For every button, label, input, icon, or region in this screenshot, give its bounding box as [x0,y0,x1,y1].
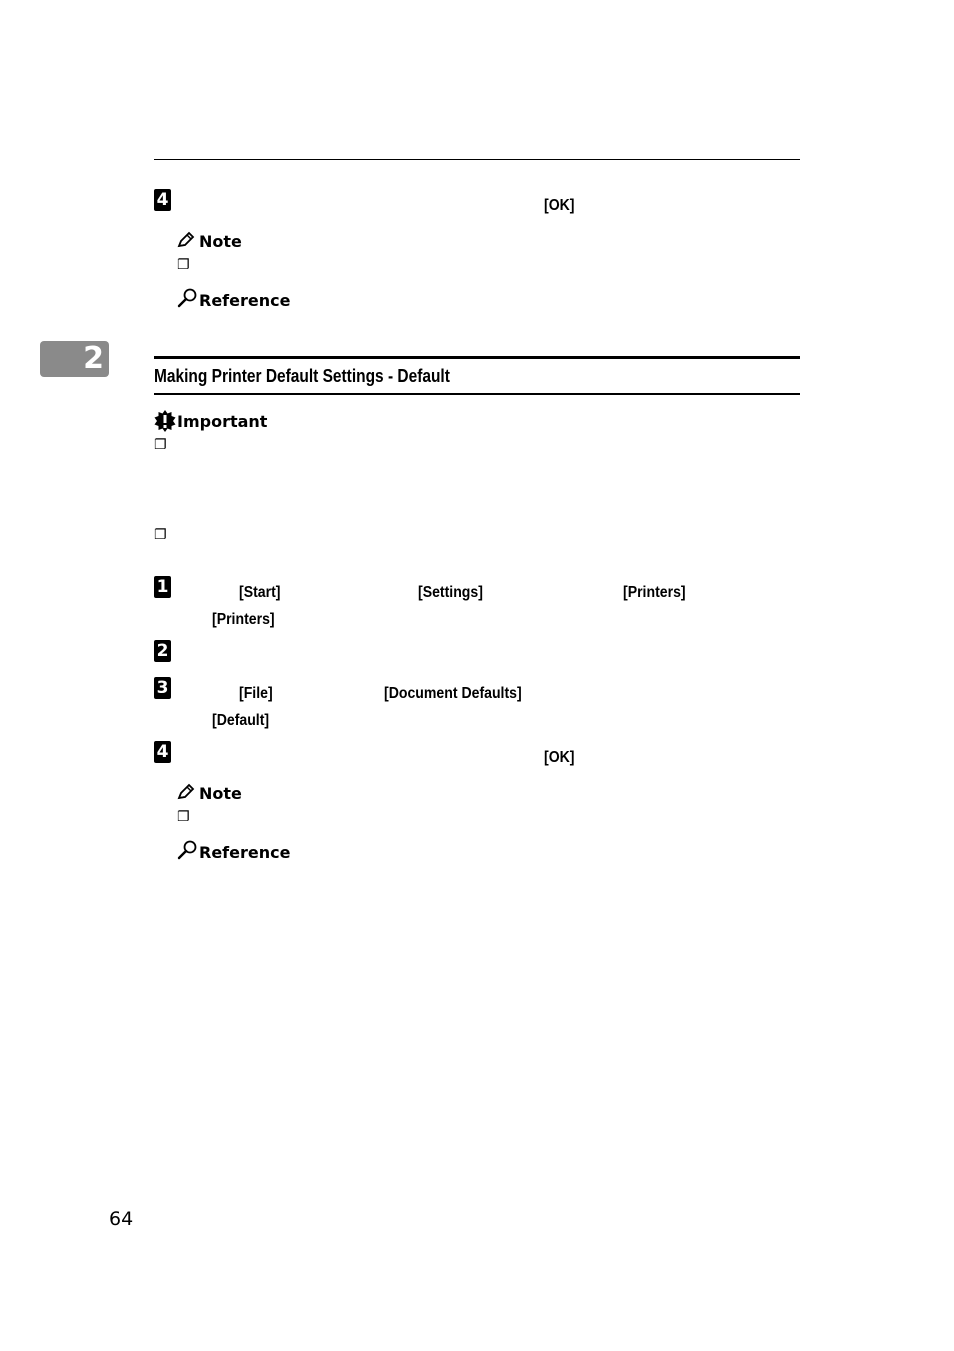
magnifier-icon [177,287,199,309]
printers-key-label: [Printers] [623,584,686,601]
important-label: Important [177,412,268,431]
document-defaults-key-label: [Document Defaults] [384,685,522,702]
pencil-icon [176,782,196,802]
important-bullet-2: ❐ [154,527,167,543]
step-number-2: 2 [154,640,171,662]
step-number-4-bottom: 4 [154,741,171,763]
step-number-4: 4 [154,189,171,211]
section-rule-bottom [154,393,800,395]
note-label-bottom: Note [199,784,242,803]
note-checkbox-bullet-bottom: ❐ [177,809,190,825]
important-bullet-1: ❐ [154,437,167,453]
ok-key-label: [OK] [544,197,575,214]
page-number: 64 [109,1208,134,1230]
default-key-label: [Default] [212,712,270,729]
chapter-tab [40,341,109,377]
note-label: Note [199,232,242,251]
start-key-label: [Start] [239,584,281,601]
step-number-1: 1 [154,576,171,598]
step-number-3: 3 [154,677,171,699]
section-rule-top [154,356,800,359]
chapter-number: 2 [83,341,104,376]
section-title: Making Printer Default Settings - Default [154,366,450,386]
reference-label-bottom: Reference [199,843,291,862]
header-rule [154,159,800,160]
important-icon [154,410,176,432]
magnifier-icon [177,839,199,861]
ok-key-label-bottom: [OK] [544,749,575,766]
reference-label: Reference [199,291,291,310]
settings-key-label: [Settings] [418,584,483,601]
note-checkbox-bullet: ❐ [177,257,190,273]
pencil-icon [176,230,196,250]
printers-key-label-2: [Printers] [212,611,275,628]
file-key-label: [File] [239,685,273,702]
